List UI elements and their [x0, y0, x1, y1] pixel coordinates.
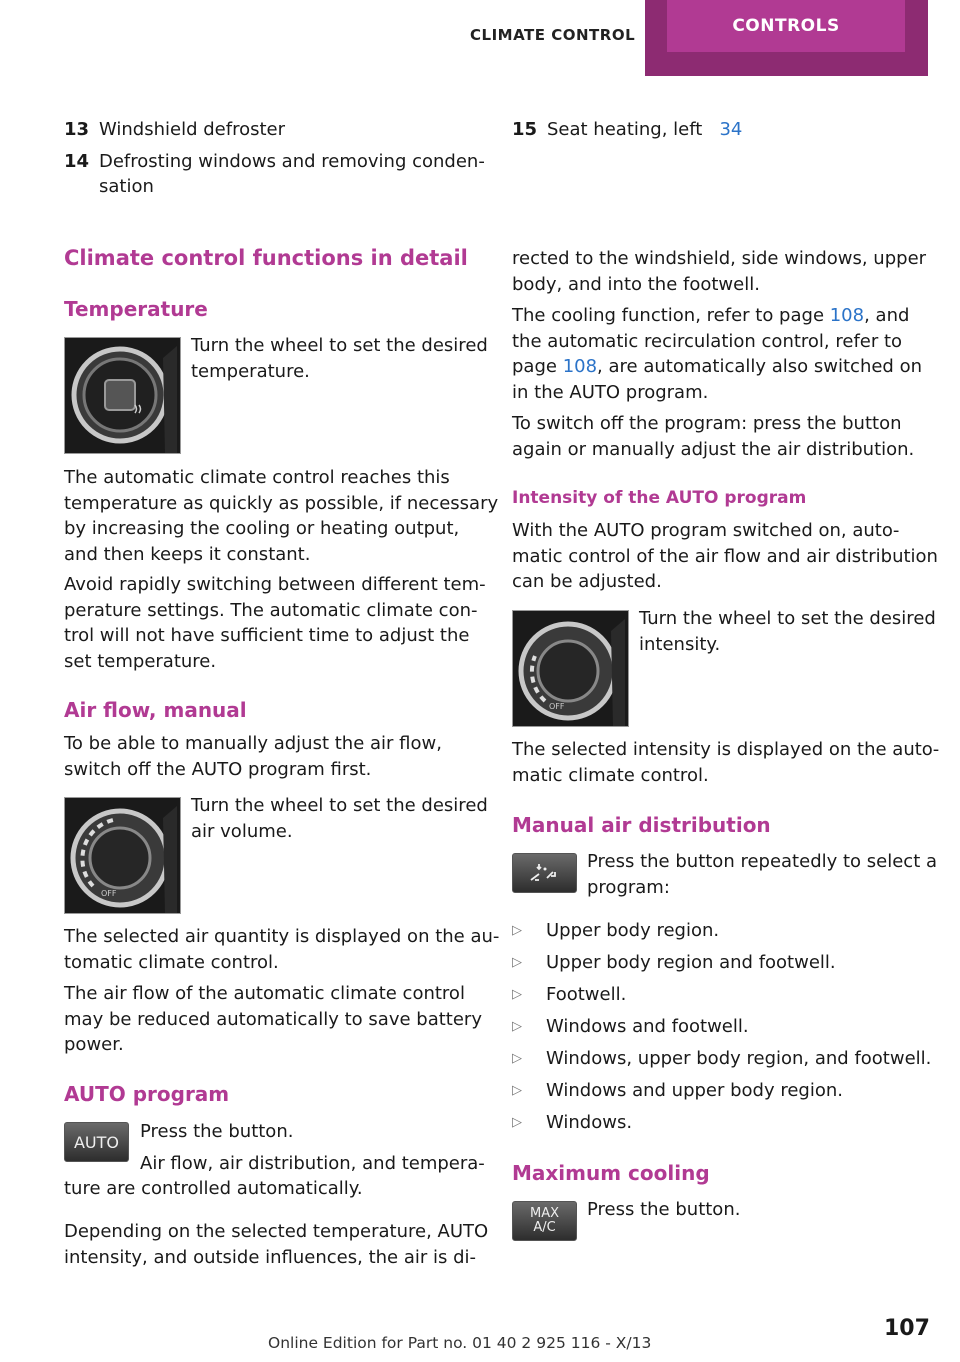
page-link-108[interactable]: 108	[562, 356, 598, 377]
list-item	[512, 918, 932, 943]
text-line: intensity, and outside influences, the air is di‐	[64, 1246, 477, 1268]
text-line: Depending on the selected temperature, AUTO	[64, 1221, 489, 1242]
text-span: , are automatically also switched on	[597, 356, 923, 377]
list-item-text: Upper body region and footwell.	[546, 952, 836, 973]
max-cooling-side-text: Press the button.	[587, 1199, 741, 1220]
list-item	[512, 1014, 932, 1039]
text-line: may be reduced automatically to save battery	[64, 1008, 482, 1030]
text-line: Turn the wheel to set the desired	[191, 795, 488, 816]
auto-side-text: Press the button.	[140, 1121, 294, 1142]
text-line: intensity.	[639, 633, 721, 655]
list-item-text: Windows and footwell.	[546, 1016, 749, 1037]
text-line: rected to the windshield, side windows, upper	[512, 248, 927, 269]
manual-distribution-side-text	[587, 849, 937, 900]
text-line: perature settings. The automatic climate con‐	[64, 599, 478, 621]
intensity-intro	[512, 518, 938, 595]
text-line: again or manually adjust the air distribution.	[512, 438, 915, 460]
text-line: can be adjusted.	[512, 571, 662, 592]
text-line: body, and into the footwell.	[512, 273, 760, 295]
text-line: switch off the AUTO program first.	[64, 758, 372, 780]
text-line: temperature.	[191, 360, 310, 382]
air-distribution-icon	[525, 860, 565, 886]
air-volume-knob-photo	[64, 797, 181, 914]
intensity-heading: Intensity of the AUTO program	[512, 488, 807, 508]
header-tab	[645, 0, 928, 76]
max-cooling-heading: Maximum cooling	[512, 1161, 710, 1185]
bullet-triangle-icon: ▷	[512, 923, 522, 938]
list-item-text: Upper body region.	[546, 920, 720, 941]
text-line: The air flow of the automatic climate control	[64, 983, 465, 1004]
knob-off-label: OFF	[549, 702, 565, 711]
legend-number: 15	[512, 119, 538, 140]
bullet-triangle-icon: ▷	[512, 1019, 522, 1034]
text-line	[512, 303, 922, 329]
max-ac-button-image	[512, 1201, 577, 1241]
auto-paragraph-continued: ture are controlled automatically.	[64, 1178, 363, 1199]
temperature-paragraph-2	[64, 572, 486, 674]
bullet-triangle-icon: ▷	[512, 1083, 522, 1098]
legend-text-line: Defrosting windows and removing conden‐	[99, 151, 485, 172]
temperature-knob-photo	[64, 337, 181, 454]
intensity-paragraph	[512, 737, 939, 788]
bullet-triangle-icon: ▷	[512, 1115, 522, 1130]
text-line: The selected intensity is displayed on the auto‐	[512, 739, 940, 760]
text-line: by increasing the cooling or heating output,	[64, 518, 460, 539]
legend-text-line: sation	[99, 176, 154, 197]
text-line: Turn the wheel to set the desired	[191, 335, 488, 356]
text-line: Avoid rapidly switching between different tem‐	[64, 574, 486, 595]
bullet-triangle-icon: ▷	[512, 987, 522, 1002]
text-line: power.	[64, 1034, 124, 1055]
auto-program-heading: AUTO program	[64, 1082, 230, 1106]
temperature-side-text	[191, 333, 488, 384]
header-tab-label: CONTROLS	[667, 0, 905, 52]
legend-text: Seat heating, left	[547, 119, 703, 140]
text-line: matic climate control.	[512, 764, 709, 786]
text-line: trol will not have sufficient time to adjust the	[64, 625, 470, 646]
text-line: The automatic climate control reaches this	[64, 467, 450, 488]
text-span: The cooling function, refer to page	[512, 305, 830, 326]
list-item	[512, 1046, 932, 1071]
text-span: page	[512, 356, 563, 377]
legend-number: 14	[64, 151, 90, 172]
legend-item-15	[512, 117, 932, 142]
text-line: program:	[587, 876, 670, 898]
text-line: To switch off the program: press the button	[512, 413, 902, 434]
temperature-heading: Temperature	[64, 297, 208, 321]
list-item	[512, 950, 932, 975]
footer-edition: Online Edition for Part no. 01 40 2 925 116 - X/13	[268, 1334, 652, 1352]
auto-paragraph-3	[512, 246, 926, 297]
list-item	[512, 982, 932, 1007]
list-item-text: Windows, upper body region, and footwell.	[546, 1048, 932, 1069]
manual-distribution-heading: Manual air distribution	[512, 813, 771, 837]
air-flow-paragraph-2	[64, 981, 482, 1058]
bullet-triangle-icon: ▷	[512, 955, 522, 970]
intensity-side-text	[639, 606, 936, 657]
text-line: and then keeps it constant.	[64, 543, 311, 565]
list-item	[512, 1078, 932, 1103]
page-link-108[interactable]: 108	[829, 305, 865, 326]
temperature-paragraph-1	[64, 465, 498, 567]
air-flow-paragraph-1	[64, 924, 499, 975]
knob-off-label: OFF	[101, 889, 117, 898]
text-line: Press the button repeatedly to select a	[587, 851, 938, 872]
air-flow-intro	[64, 731, 442, 782]
text-line: Turn the wheel to set the desired	[639, 608, 936, 629]
header-section-title: CLIMATE CONTROL	[470, 26, 636, 44]
bullet-triangle-icon: ▷	[512, 1051, 522, 1066]
intensity-knob-photo	[512, 610, 629, 727]
button-text-line: A/C	[533, 1220, 556, 1235]
legend-number: 13	[64, 119, 90, 140]
page-number: 107	[884, 1316, 930, 1341]
legend-text: Windshield defroster	[99, 119, 286, 140]
list-item-text: Footwell.	[546, 984, 627, 1005]
list-item-text: Windows.	[546, 1112, 633, 1133]
text-line: temperature as quickly as possible, if necessary	[64, 492, 499, 514]
text-line: matic control of the air flow and air distribution	[512, 545, 938, 567]
text-line: air volume.	[191, 820, 293, 842]
auto-side-text-2: Air flow, air distribution, and tempera‐	[140, 1153, 485, 1174]
text-line	[512, 354, 922, 380]
text-line: the automatic recirculation control, refer to	[512, 330, 903, 352]
text-line: in the AUTO program.	[512, 381, 709, 403]
text-span: , and	[864, 305, 910, 326]
text-line: set temperature.	[64, 650, 217, 672]
main-heading: Climate control functions in detail	[64, 246, 468, 270]
auto-button-image: AUTO	[64, 1122, 129, 1162]
text-line: tomatic climate control.	[64, 951, 279, 973]
air-distribution-button-image	[512, 853, 577, 893]
text-line: With the AUTO program switched on, auto‐	[512, 520, 900, 541]
list-item-text: Windows and upper body region.	[546, 1080, 843, 1101]
air-flow-heading: Air flow, manual	[64, 698, 247, 722]
auto-paragraph-2	[64, 1219, 488, 1270]
legend-item-14	[64, 149, 484, 201]
page-link-34[interactable]: 34	[719, 119, 743, 140]
button-text-line: MAX	[529, 1206, 559, 1221]
legend-item-13	[64, 117, 484, 142]
air-flow-side-text	[191, 793, 488, 844]
auto-paragraph-4	[512, 303, 922, 405]
list-item	[512, 1110, 932, 1135]
auto-paragraph-5	[512, 411, 914, 462]
text-line: The selected air quantity is displayed on the au‐	[64, 926, 500, 947]
text-line: To be able to manually adjust the air flow,	[64, 733, 442, 754]
